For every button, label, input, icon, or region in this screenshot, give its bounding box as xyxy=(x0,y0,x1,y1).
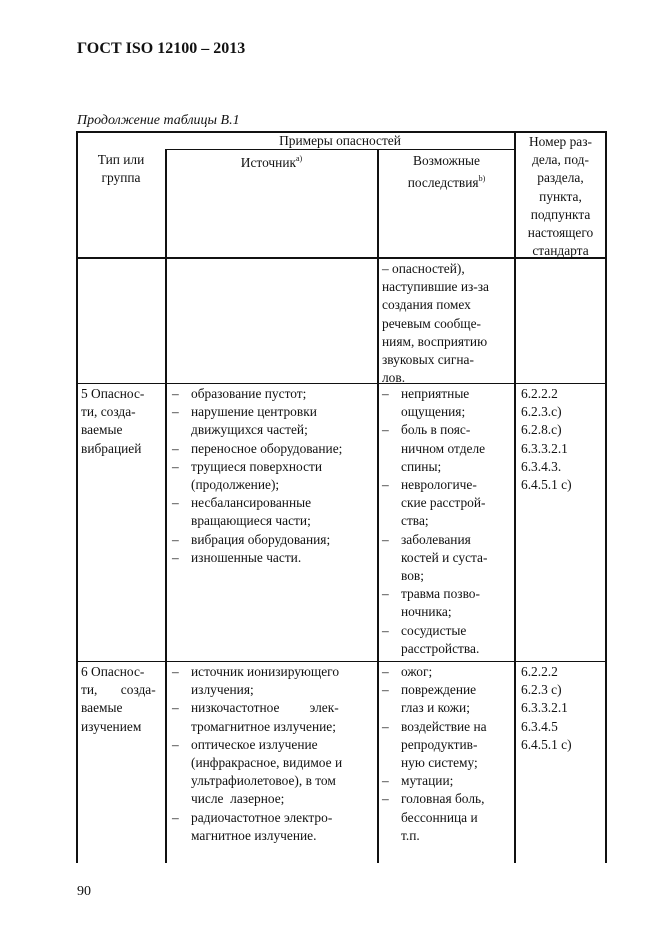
row6-sources xyxy=(172,663,375,845)
list-item xyxy=(382,585,512,621)
header-type-line: Тип или xyxy=(97,152,145,167)
dash: – xyxy=(172,549,179,565)
dash: – xyxy=(172,458,179,474)
table-caption: Продолжение таблицы В.1 xyxy=(77,113,240,128)
dash: – xyxy=(382,773,389,789)
dash: – xyxy=(382,664,389,679)
row-divider-5 xyxy=(76,383,607,384)
dash: – xyxy=(172,700,179,716)
column-divider-consequences xyxy=(377,149,379,863)
dash: – xyxy=(382,791,389,807)
text-line: источник ионизирующего xyxy=(191,664,340,679)
text-line: ские расстрой- xyxy=(401,495,486,511)
text-line: наступившие из-за xyxy=(382,279,489,295)
text-line: ства; xyxy=(401,513,429,529)
text-line: нарушение центровки xyxy=(191,404,317,420)
text-line: травма позво- xyxy=(401,586,480,602)
section-ref: 6.4.5.1 c) xyxy=(521,477,572,493)
header-section-number xyxy=(516,133,605,260)
list-item xyxy=(172,494,375,530)
dash: – xyxy=(172,736,179,752)
text-line: речевым сообще- xyxy=(382,315,481,331)
text-line: ночника; xyxy=(401,604,452,620)
text-line: – опасностей), xyxy=(382,261,465,276)
continuation-consequences xyxy=(382,260,512,387)
row6-sections xyxy=(521,663,605,754)
text-line: изучением xyxy=(81,718,142,734)
section-ref: 6.2.8.c) xyxy=(521,422,562,438)
list-item xyxy=(172,385,375,403)
text-line: низкочастотное элек- xyxy=(191,700,339,716)
footnote-marker-a: a) xyxy=(296,154,303,163)
dash: – xyxy=(172,664,179,679)
header-section-line: Номер раз- xyxy=(529,134,592,149)
text-line: повреждение xyxy=(401,682,477,698)
row6-type xyxy=(81,663,163,736)
dash: – xyxy=(382,682,389,698)
text-line: расстройства. xyxy=(401,640,480,656)
text-line: лов. xyxy=(382,370,406,386)
list-item xyxy=(172,663,375,699)
list-item xyxy=(382,772,512,790)
section-ref: 6.2.2.2 xyxy=(521,664,558,679)
text-line: ти, созда- xyxy=(81,682,156,698)
dash: – xyxy=(382,477,389,493)
list-item xyxy=(382,681,512,717)
text-line: ваемые xyxy=(81,422,123,438)
header-consequences-line: последствия xyxy=(407,175,479,191)
list-item xyxy=(172,403,375,439)
list-item xyxy=(382,790,512,845)
text-line: движущихся частей; xyxy=(191,422,308,438)
list-item xyxy=(382,663,512,681)
text-line: образование пустот; xyxy=(191,386,307,401)
text-line: спины; xyxy=(401,458,442,474)
list-item xyxy=(382,476,512,531)
column-divider-source xyxy=(165,149,167,863)
header-type-group xyxy=(78,151,164,187)
text-line: заболевания xyxy=(401,531,471,547)
text-line: головная боль, xyxy=(401,791,485,807)
list-item xyxy=(382,622,512,658)
list-item xyxy=(382,531,512,586)
text-line: (инфракрасное, видимое и xyxy=(191,755,343,771)
text-line: изношенные части. xyxy=(191,549,302,565)
header-consequences-line: Возможные xyxy=(413,153,480,168)
section-ref: 6.3.3.2.1 xyxy=(521,440,568,456)
dash: – xyxy=(172,809,179,825)
dash: – xyxy=(382,422,389,438)
text-line: несбалансированные xyxy=(191,495,312,511)
header-consequences xyxy=(380,152,513,192)
text-line: сосудистые xyxy=(401,622,467,638)
header-source xyxy=(167,150,376,172)
row5-sources xyxy=(172,385,375,567)
header-section-line: пункта, xyxy=(539,188,582,204)
list-item xyxy=(172,549,375,567)
row-divider-6 xyxy=(76,661,607,662)
text-line: оптическое излучение xyxy=(191,736,318,752)
table-left-border xyxy=(76,131,78,863)
text-line: трущиеся поверхности xyxy=(191,458,323,474)
dash: – xyxy=(382,531,389,547)
list-item xyxy=(382,385,512,421)
text-line: радиочастотное электро- xyxy=(191,809,333,825)
header-source-label: Источник xyxy=(240,155,296,170)
text-line: вибрация оборудования; xyxy=(191,531,331,547)
header-section-line: стандарта xyxy=(532,243,589,259)
list-item xyxy=(172,458,375,494)
list-item xyxy=(382,421,512,476)
text-line: т.п. xyxy=(401,827,420,843)
header-section-line: настоящего xyxy=(527,225,594,241)
text-line: боль в пояс- xyxy=(401,422,471,438)
dash: – xyxy=(382,586,389,602)
table-right-border xyxy=(605,131,607,863)
header-examples: Примеры опасностей xyxy=(279,133,401,148)
text-line: вращающиеся части; xyxy=(191,513,311,529)
text-line: 5 Опаснос- xyxy=(81,386,145,401)
text-line: костей и суста- xyxy=(401,549,488,565)
list-item xyxy=(172,699,375,735)
row6-consequences xyxy=(382,663,512,845)
header-section-line: подпункта xyxy=(530,206,591,222)
list-item xyxy=(172,809,375,845)
text-line: ную систему; xyxy=(401,755,478,771)
text-line: переносное оборудование; xyxy=(191,440,343,456)
header-type-line: группа xyxy=(101,170,141,186)
text-line: ничном отделе xyxy=(401,440,486,456)
text-line: воздействие на xyxy=(401,718,487,734)
dash: – xyxy=(172,531,179,547)
list-item xyxy=(382,718,512,773)
text-line: глаз и кожи; xyxy=(401,700,470,716)
section-ref: 6.4.5.1 c) xyxy=(521,736,572,752)
text-line: (продолжение); xyxy=(191,477,280,493)
dash: – xyxy=(172,495,179,511)
section-ref: 6.3.4.3. xyxy=(521,458,562,474)
text-line: ти, созда- xyxy=(81,404,136,420)
dash: – xyxy=(382,622,389,638)
text-line: ультрафиолетовое), в том xyxy=(191,773,336,789)
section-ref: 6.2.3.c) xyxy=(521,404,562,420)
list-item xyxy=(172,531,375,549)
text-line: бессонница и xyxy=(401,809,478,825)
text-line: неврологиче- xyxy=(401,477,477,493)
text-line: вибрацией xyxy=(81,440,142,456)
dash: – xyxy=(172,440,179,456)
section-ref: 6.3.4.5 xyxy=(521,718,558,734)
row5-sections xyxy=(521,385,605,494)
row5-type xyxy=(81,385,163,458)
text-line: вов; xyxy=(401,568,424,584)
header-section-line: раздела, xyxy=(537,170,584,186)
dash: – xyxy=(172,386,179,401)
text-line: создания помех xyxy=(382,297,471,313)
header-section-line: дела, под- xyxy=(532,152,589,168)
dash: – xyxy=(172,404,179,420)
dash: – xyxy=(382,386,389,401)
page-number: 90 xyxy=(77,884,91,899)
text-line: числе лазерное; xyxy=(191,791,285,807)
text-line: мутации; xyxy=(401,773,454,789)
text-line: звуковых сигна- xyxy=(382,352,474,368)
text-line: неприятные xyxy=(401,386,470,401)
text-line: магнитное излучение. xyxy=(191,827,317,843)
row5-consequences xyxy=(382,385,512,658)
text-line: тромагнитное излучение; xyxy=(191,718,336,734)
dash: – xyxy=(382,718,389,734)
text-line: ниям, восприятию xyxy=(382,333,488,349)
text-line: ожог; xyxy=(401,664,433,679)
footnote-marker-b: b) xyxy=(478,174,486,184)
text-line: 6 Опаснос- xyxy=(81,664,145,679)
text-line: излучения; xyxy=(191,682,254,698)
section-ref: 6.2.2.2 xyxy=(521,386,558,401)
list-item xyxy=(172,736,375,809)
document-title: ГОСТ ISO 12100 – 2013 xyxy=(77,40,246,57)
list-item xyxy=(172,440,375,458)
text-line: репродуктив- xyxy=(401,736,478,752)
text-line: ваемые xyxy=(81,700,123,716)
section-ref: 6.2.3 c) xyxy=(521,682,562,698)
section-ref: 6.3.3.2.1 xyxy=(521,700,568,716)
text-line: ощущения; xyxy=(401,404,466,420)
